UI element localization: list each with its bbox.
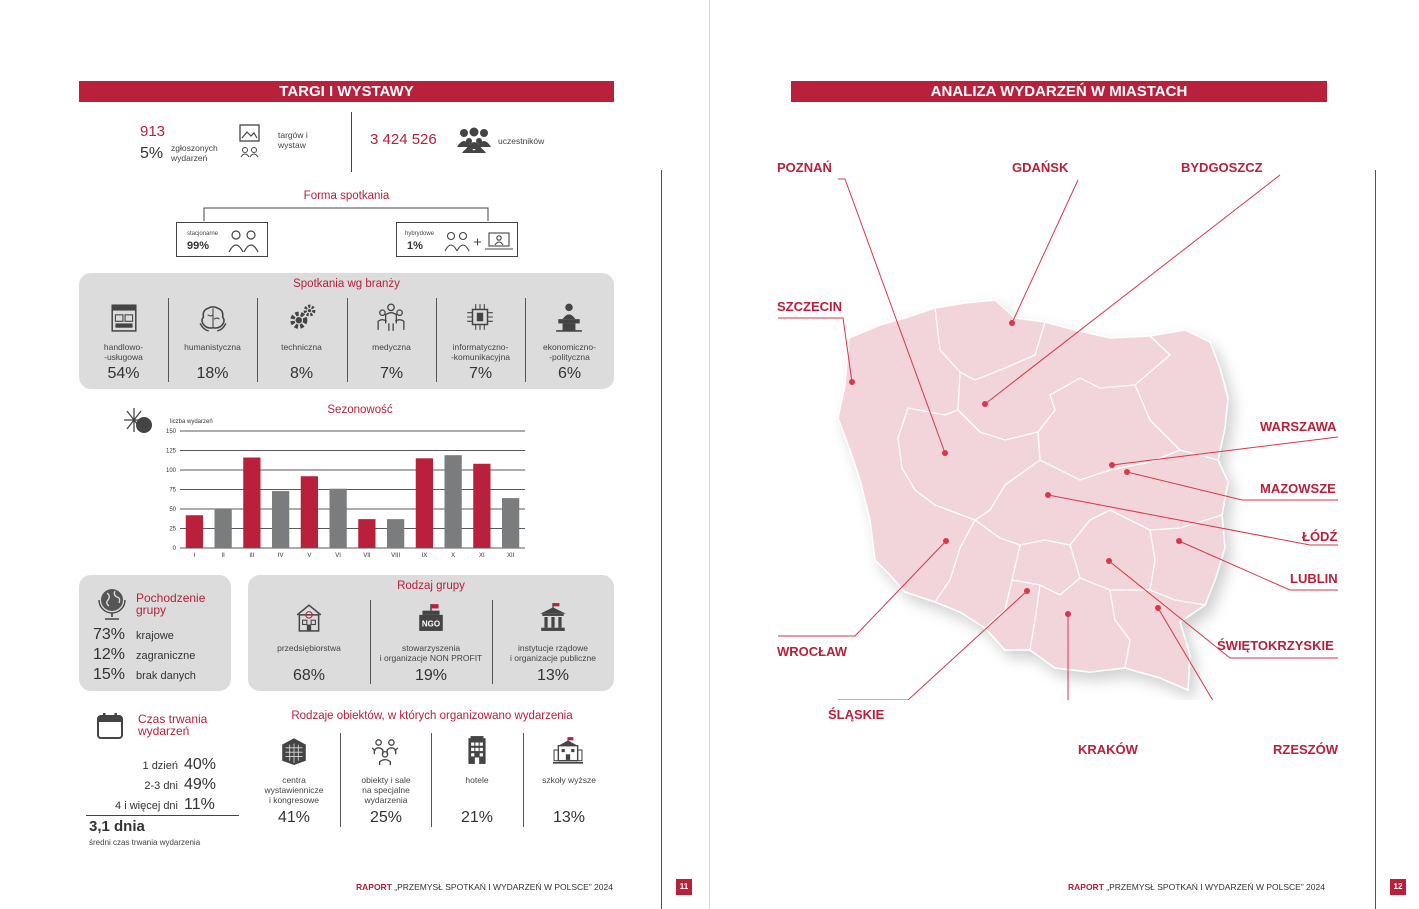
ngo-icon [416,602,446,632]
group-pct: 19% [414,667,448,684]
chart-bar [215,509,232,548]
city-bydgoszcz: BYDGOSZCZ [1181,160,1263,175]
city-slaskie: ŚLĄSKIE [828,707,885,722]
category-label: targów i wystaw [278,130,308,150]
stats-divider [351,112,352,172]
chart-bar [416,458,433,548]
duration-divider [86,815,239,816]
svg-text:NGO: NGO [421,619,441,629]
venue-label: hotele [465,775,489,785]
duration-avg-label: średni czas trwania wydarzenia [89,838,201,847]
group-pct: 13% [536,667,570,684]
venue-label: szkoły wyższe [542,775,596,785]
left-footer-prefix: RAPORT [356,882,392,892]
city-poznan: POZNAŃ [777,160,832,175]
duration-pct: 11% [184,796,215,813]
group-label: stowarzyszenia i organizacje NON PROFIT [379,643,483,663]
university-icon [553,735,583,765]
city-lublin: LUBLIN [1290,571,1338,586]
duration-label: 2-3 dni [144,780,178,792]
industry-title: Spotkania wg branży [293,278,400,290]
chart-y-tick: 100 [165,468,176,474]
origin-label: brak danych [136,670,196,682]
chart-bar [473,464,490,548]
city-mazowsze: MAZOWSZE [1260,481,1336,496]
hybrid-pct: 1% [407,240,423,252]
city-gdansk: GDAŃSK [1012,160,1069,175]
stationary-pct: 99% [187,240,210,252]
industry-pct: 54% [107,365,140,382]
seasonality-chart [145,415,530,565]
industry-label: informatyczno- -komunikacyjna [450,342,511,362]
chart-x-tick: I [193,553,196,559]
left-page-title: TARGI I WYSTAWY [79,81,614,102]
chart-x-tick: II [221,553,225,559]
chart-y-tick: 75 [169,487,176,494]
chart-bar [301,476,318,548]
left-margin-line [661,170,662,909]
origin-pct: 73% [93,626,126,643]
industry-label: humanistyczna [184,342,241,352]
right-page-number: 12 [1390,879,1406,895]
chart-x-tick: VI [335,553,341,559]
form-bracket [200,205,492,223]
chart-x-tick: VII [363,553,371,559]
left-footer-text: „PRZEMYSŁ SPOTKAŃ I WYDARZEŃ W POLSCE” 2024 [391,882,613,892]
chart-bar [502,498,519,548]
image-people-icon [238,124,262,158]
chart-bar [445,455,462,548]
right-footer-prefix: RAPORT [1068,882,1104,892]
events-count: 913 [140,123,166,140]
globe-icon [95,585,129,621]
group-label: przedsiębiorstwa [277,643,341,653]
gears-icon [287,302,317,332]
group-type-title: Rodzaj grupy [397,580,465,592]
duration-label: 4 i więcej dni [115,800,178,812]
speaker-podium-icon [554,302,584,332]
chart-bar [330,489,347,548]
calendar-icon [96,712,124,740]
chip-icon [465,302,495,332]
duration-label: 1 dzień [142,760,178,772]
origin-pct: 12% [93,646,126,663]
events-label: zgłoszonych wydarzeń [171,143,218,163]
participants-label: uczestników [498,136,545,146]
industry-label: handlowo- -usługowa [103,342,144,362]
chart-y-tick: 0 [172,546,176,552]
industry-pct: 8% [289,365,314,382]
duration-pct: 49% [184,776,217,793]
origin-label: zagraniczne [136,650,196,662]
industry-pct: 6% [557,365,582,382]
industry-label: ekonomiczno- -polityczna [543,342,596,362]
origin-label: krajowe [136,630,174,642]
chart-y-label: liczba wydarzeń [170,419,213,425]
people-plus-laptop-icon [443,229,515,253]
chart-y-tick: 150 [165,429,176,435]
exhibition-center-icon [279,735,309,765]
venue-label: centra wystawiennicze i kongresowe [264,775,324,805]
chart-x-tick: XI [479,553,485,559]
crowd-icon [456,127,492,153]
company-building-icon [294,602,324,632]
duration-avg: 3,1 dnia [89,818,145,835]
industry-label: techniczna [281,342,322,352]
chart-x-tick: XII [506,553,515,559]
city-wroclaw: WROCŁAW [777,644,848,659]
city-warszawa: WARSZAWA [1260,419,1337,434]
form-title: Forma spotkania [303,190,390,202]
venue-pct: 21% [460,809,494,826]
chart-x-tick: VIII [391,553,401,559]
chart-bar [186,515,203,548]
city-lodz: ŁÓDŹ [1302,529,1338,544]
hybrid-label: hybrydowe [405,231,435,237]
hotel-icon [462,735,492,765]
special-venue-icon [370,735,400,765]
right-margin-line [1375,170,1376,909]
chart-bar [272,491,289,548]
medical-team-icon [376,302,406,332]
industry-label: medyczna [372,342,411,352]
page-gutter [709,0,710,909]
government-building-icon [538,602,568,632]
group-pct: 68% [292,667,326,684]
chart-x-tick: III [249,553,255,559]
venue-pct: 41% [277,809,311,826]
city-szczecin: SZCZECIN [777,299,842,314]
brain-icon [198,302,228,332]
venue-pct: 25% [369,809,403,826]
chart-x-tick: IX [421,553,428,559]
events-pct: 5% [140,145,164,162]
participants-count: 3 424 526 [370,131,437,148]
right-page-title: ANALIZA WYDARZEŃ W MIASTACH [791,81,1327,102]
industry-pct: 18% [196,365,229,382]
left-footer [356,882,613,892]
right-footer-text: „PRZEMYSŁ SPOTKAŃ I WYDARZEŃ W POLSCE” 2024 [1103,882,1325,892]
seasonality-title: Sezonowość [327,404,393,416]
venue-pct: 13% [552,809,586,826]
chart-x-tick: X [451,553,456,559]
stationary-label: stacjonarne [187,231,219,237]
chart-bar [243,458,260,548]
chart-x-tick: IV [277,553,284,559]
city-rzeszow: RZESZÓW [1273,742,1338,757]
chart-bar [358,519,375,548]
city-krakow: KRAKÓW [1078,742,1138,757]
chart-x-tick: V [307,553,312,559]
duration-title: Czas trwania wydarzeń [138,712,208,738]
people-icon [227,228,261,254]
duration-pct: 40% [184,756,217,773]
right-footer [1068,882,1325,892]
group-label: instytucje rządowe i organizacje publiczne [510,643,596,663]
origin-pct: 15% [93,666,126,683]
industry-pct: 7% [468,365,493,382]
venue-label: obiekty i sale na specjalne wydarzenia [361,775,411,805]
industry-pct: 7% [379,365,404,382]
hybrid-box [396,222,518,257]
chart-y-tick: 125 [165,448,176,455]
stationary-box [176,222,268,257]
venues-title: Rodzaje obiektów, w których organizowano wydarzenia [291,710,573,722]
chart-y-tick: 25 [169,526,176,533]
city-swietokrzyskie: ŚWIĘTOKRZYSKIE [1217,638,1334,653]
origin-title: Pochodzenie grupy [136,591,206,617]
left-page-number: 11 [676,879,692,895]
shop-icon [109,302,139,332]
chart-bar [387,519,404,548]
chart-y-tick: 50 [169,507,176,513]
